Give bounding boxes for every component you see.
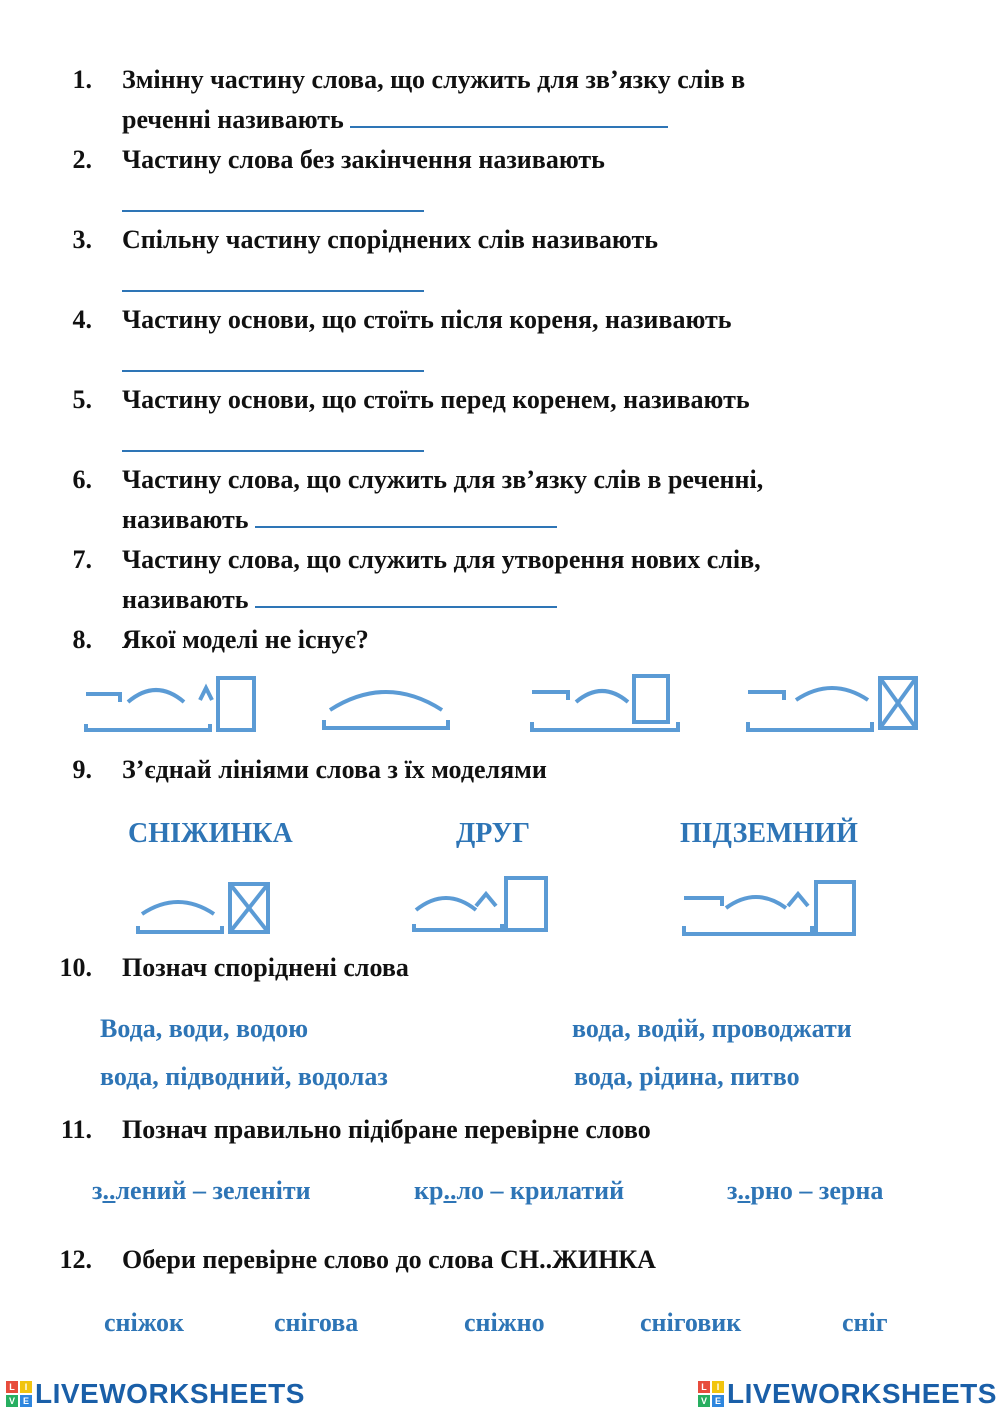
test-word-option-2[interactable]: снігова [274,1308,359,1337]
question-number: 2. [72,145,92,174]
related-words-option-4[interactable]: вода, рідина, питво [574,1062,800,1091]
related-words-option-1[interactable]: Вода, води, водою [100,1014,309,1043]
word-model-option-1[interactable] [82,672,262,734]
question-number: 10. [59,953,92,982]
word-rest: лений – зеленіти [115,1176,311,1205]
check-word-option-1[interactable] [92,1176,311,1206]
question-text: реченні називають [122,105,344,134]
question-text: Частину слова, що служить для зв’язку слів в реченні, [122,465,764,494]
word-model-option-2[interactable] [320,680,452,732]
word-rest: ло – крилатий [456,1176,625,1205]
question-text: Обери перевірне слово до слова СН..ЖИНКА [122,1245,656,1274]
question-number: 5. [72,385,92,414]
check-word-option-2[interactable] [414,1176,624,1206]
question-number: 6. [72,465,92,494]
question-text: Частину основи, що стоїть після кореня, називають [122,305,732,334]
match-word-pidzemnyi[interactable]: ПІДЗЕМНИЙ [680,818,858,849]
logo-text: LIVEWORKSHEETS [727,1378,997,1409]
answer-blank[interactable] [122,210,424,212]
word-rest: рно – зерна [750,1176,884,1205]
answer-blank[interactable] [122,370,424,372]
letter-gap: .. [737,1176,751,1205]
match-model-2[interactable] [410,872,552,938]
question-text: Спільну частину споріднених слів називають [122,225,658,254]
logo-icon: L I V E [698,1381,724,1407]
answer-blank[interactable] [255,526,557,528]
match-model-1[interactable] [134,878,276,940]
question-number: 11. [60,1115,92,1144]
match-model-3[interactable] [680,876,860,940]
question-text: Частину слова, що служить для утворення нових слів, [122,545,761,574]
question-text: З’єднай лініями слова з їх моделями [122,755,547,784]
question-text: називають [122,505,249,534]
test-word-option-1[interactable]: сніжок [104,1308,184,1337]
word-model-option-3[interactable] [528,672,684,734]
answer-blank[interactable] [255,606,557,608]
question-number: 9. [72,755,92,784]
question-text: Познач споріднені слова [122,953,409,982]
match-word-druh[interactable]: ДРУГ [456,818,531,849]
letter-gap: .. [102,1176,116,1205]
word-model-option-4[interactable] [744,672,924,734]
question-number: 1. [72,65,92,94]
question-text: Познач правильно підібране перевірне слово [122,1115,651,1144]
answer-blank[interactable] [122,290,424,292]
liveworksheets-logo [698,1378,997,1410]
logo-icon: L I V E [6,1381,32,1407]
test-word-option-5[interactable]: сніг [842,1308,888,1337]
question-number: 3. [72,225,92,254]
related-words-option-3[interactable]: вода, підводний, водолаз [100,1062,388,1091]
question-number: 8. [72,625,92,654]
letter-gap: .. [443,1176,457,1205]
check-word-option-3[interactable] [727,1176,883,1206]
question-number: 7. [72,545,92,574]
test-word-option-4[interactable]: сніговик [640,1308,742,1337]
related-words-option-2[interactable]: вода, водій, проводжати [572,1014,852,1043]
question-text: Якої моделі не існує? [122,625,369,654]
question-number: 12. [59,1245,92,1274]
question-text: називають [122,585,249,614]
question-number: 4. [72,305,92,334]
liveworksheets-logo [6,1378,305,1410]
question-text: Змінну частину слова, що служить для зв’язку слів в [122,65,746,94]
test-word-option-3[interactable]: сніжно [464,1308,545,1337]
word-prefix: з [92,1176,103,1205]
answer-blank[interactable] [122,450,424,452]
word-prefix: з [727,1176,738,1205]
question-text: Частину слова без закінчення називають [122,145,605,174]
match-word-snizhynka[interactable]: СНІЖИНКА [128,818,293,849]
word-prefix: кр [414,1176,444,1205]
logo-text: LIVEWORKSHEETS [35,1378,305,1409]
answer-blank[interactable] [350,126,668,128]
question-text: Частину основи, що стоїть перед коренем, називають [122,385,750,414]
